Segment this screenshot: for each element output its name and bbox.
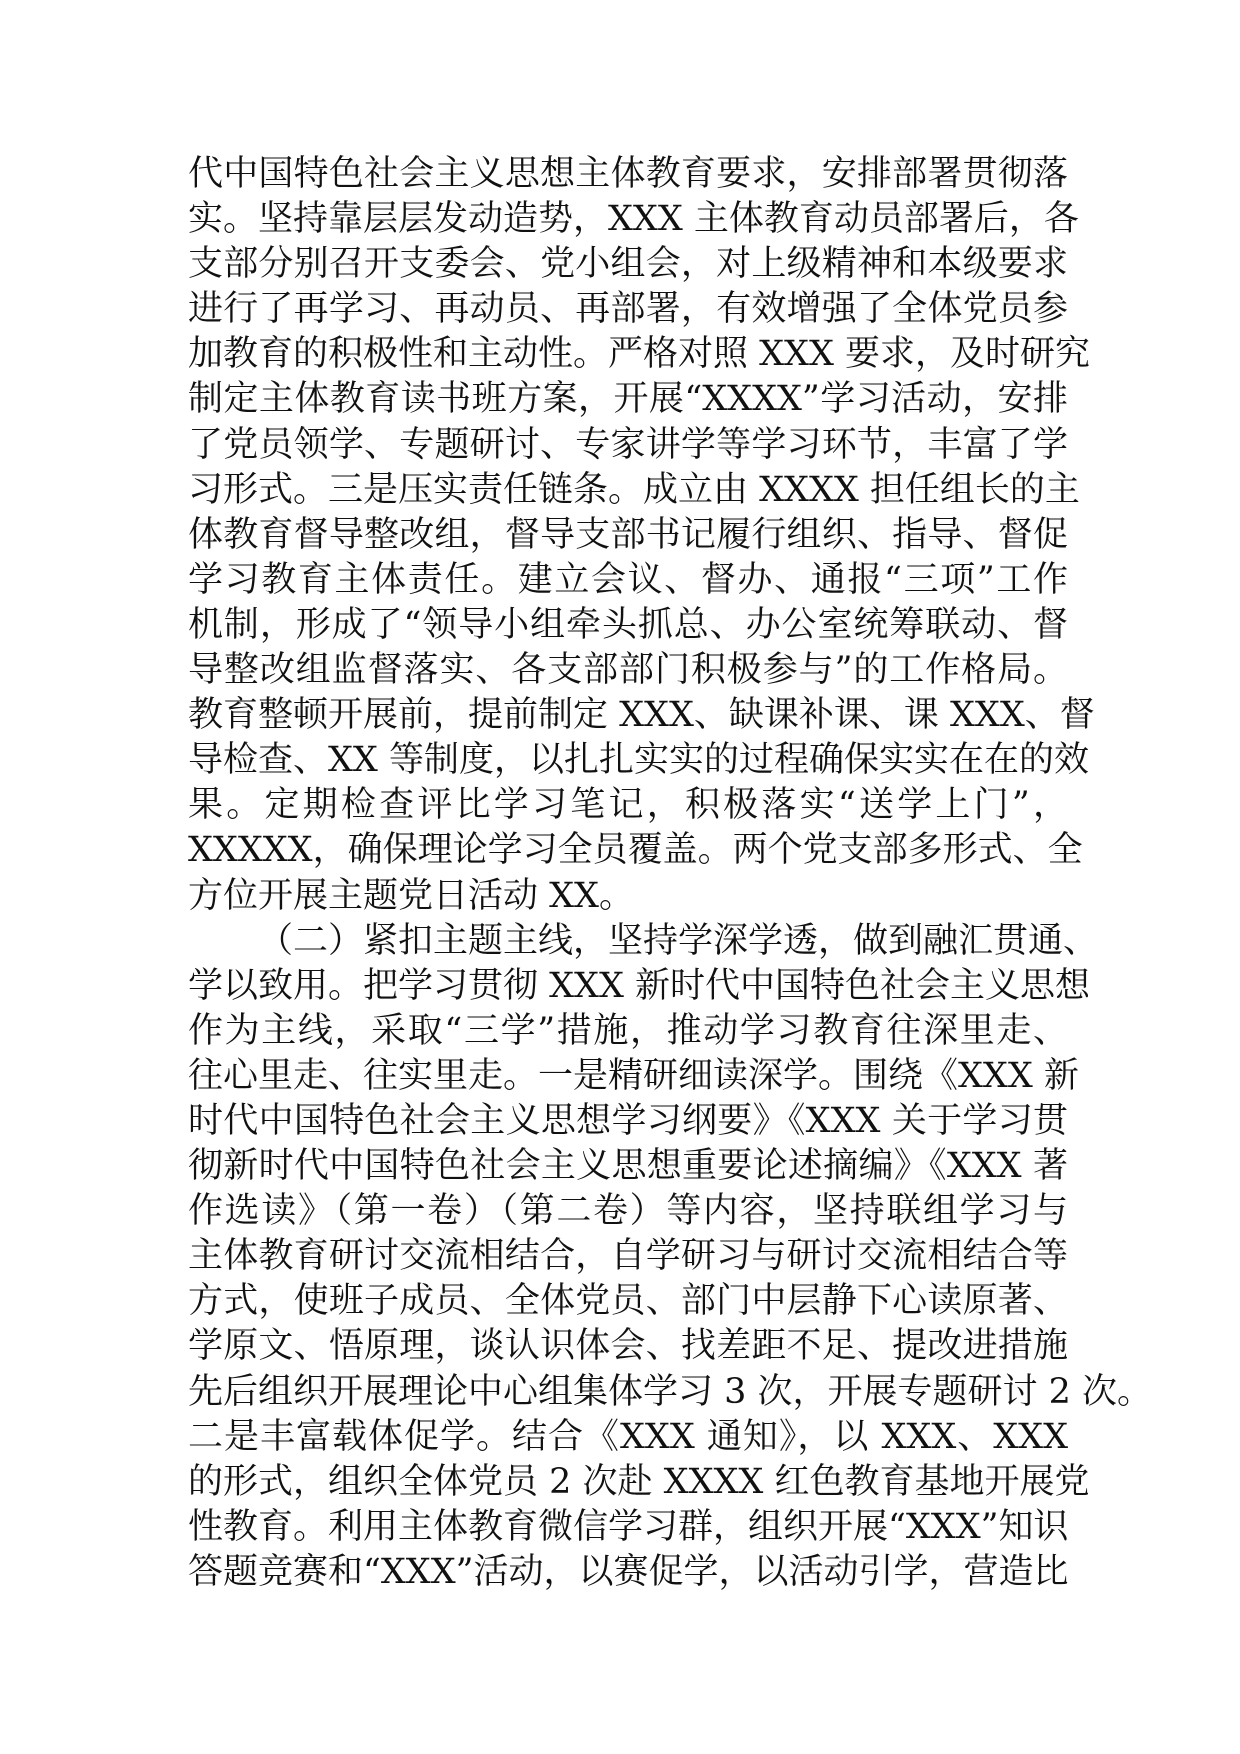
text-line: 学习教育主体责任。建立会议、督办、通报“三项”工作 [188, 559, 1068, 600]
text-line: 导整改组监督落实、各支部部门积极参与”的工作格局。 [188, 650, 1068, 691]
text-line: 作为主线，采取“三学”措施，推动学习教育往深里走、 [188, 1010, 1068, 1051]
text-line: 果。定期检查评比学习笔记，积极落实“送学上门”， [188, 785, 1068, 826]
text-line: 性教育。利用主体教育微信学习群，组织开展“XXX”知识 [188, 1506, 1069, 1547]
text-line: 作选读》（第一卷）（第二卷）等内容，坚持联组学习与 [188, 1191, 1068, 1232]
text-line: 习形式。三是压实责任链条。成立由 XXXX 担任组长的主 [188, 469, 1080, 510]
text-line: 制定主体教育读书班方案，开展“XXXX”学习活动，安排 [188, 379, 1068, 420]
text-line: 学原文、悟原理，谈认识体会、找差距不足、提改进措施 [188, 1326, 1068, 1367]
text-line: 导检查、XX 等制度，以扎扎实实的过程确保实实在在的效 [188, 740, 1089, 781]
text-line: 时代中国特色社会主义思想学习纲要》《XXX 关于学习贯 [188, 1100, 1068, 1141]
text-line: XXXXX，确保理论学习全员覆盖。两个党支部多形式、全 [188, 830, 1083, 871]
text-line: 的形式，组织全体党员 2 次赴 XXXX 红色教育基地开展党 [188, 1461, 1090, 1502]
text-line: 加教育的积极性和主动性。严格对照 XXX 要求，及时研究 [188, 334, 1091, 375]
document-body [188, 152, 1153, 1595]
text-line: 实。坚持靠层层发动造势，XXX 主体教育动员部署后，各 [188, 199, 1079, 240]
text-line: 答题竞赛和“XXX”活动，以赛促学，以活动引学，营造比 [188, 1551, 1069, 1592]
text-line: 代中国特色社会主义思想主体教育要求，安排部署贯彻落 [188, 154, 1068, 194]
text-line: 先后组织开展理论中心组集体学习 3 次，开展专题研讨 2 次。 [188, 1371, 1153, 1412]
text-line: 支部分别召开支委会、党小组会，对上级精神和本级要求 [188, 244, 1068, 285]
text-line: 教育整顿开展前，提前制定 XXX、缺课补课、课 XXX、督 [188, 695, 1095, 736]
text-line: 学以致用。把学习贯彻 XXX 新时代中国特色社会主义思想 [188, 965, 1091, 1006]
paragraph-end-line: 方位开展主题党日活动 XX。 [188, 875, 634, 916]
section-heading-line: （二）紧扣主题主线，坚持学深学透，做到融汇贯通、 [258, 920, 1099, 961]
text-line: 体教育督导整改组，督导支部书记履行组织、指导、督促 [188, 514, 1068, 555]
text-line: 二是丰富载体促学。结合《XXX 通知》，以 XXX、XXX [188, 1416, 1068, 1457]
text-line: 机制，形成了“领导小组牵头抓总、办公室统筹联动、督 [188, 604, 1068, 645]
text-line: 方式，使班子成员、全体党员、部门中层静下心读原著、 [188, 1281, 1068, 1322]
text-line: 往心里走、往实里走。一是精研细读深学。围绕《XXX 新 [188, 1055, 1079, 1096]
text-line: 彻新时代中国特色社会主义思想重要论述摘编》《XXX 著 [188, 1146, 1068, 1187]
text-line: 进行了再学习、再动员、再部署，有效增强了全体党员参 [188, 289, 1068, 330]
text-line: 了党员领学、专题研讨、专家讲学等学习环节，丰富了学 [188, 424, 1068, 465]
text-line: 主体教育研讨交流相结合，自学研习与研讨交流相结合等 [188, 1236, 1068, 1277]
